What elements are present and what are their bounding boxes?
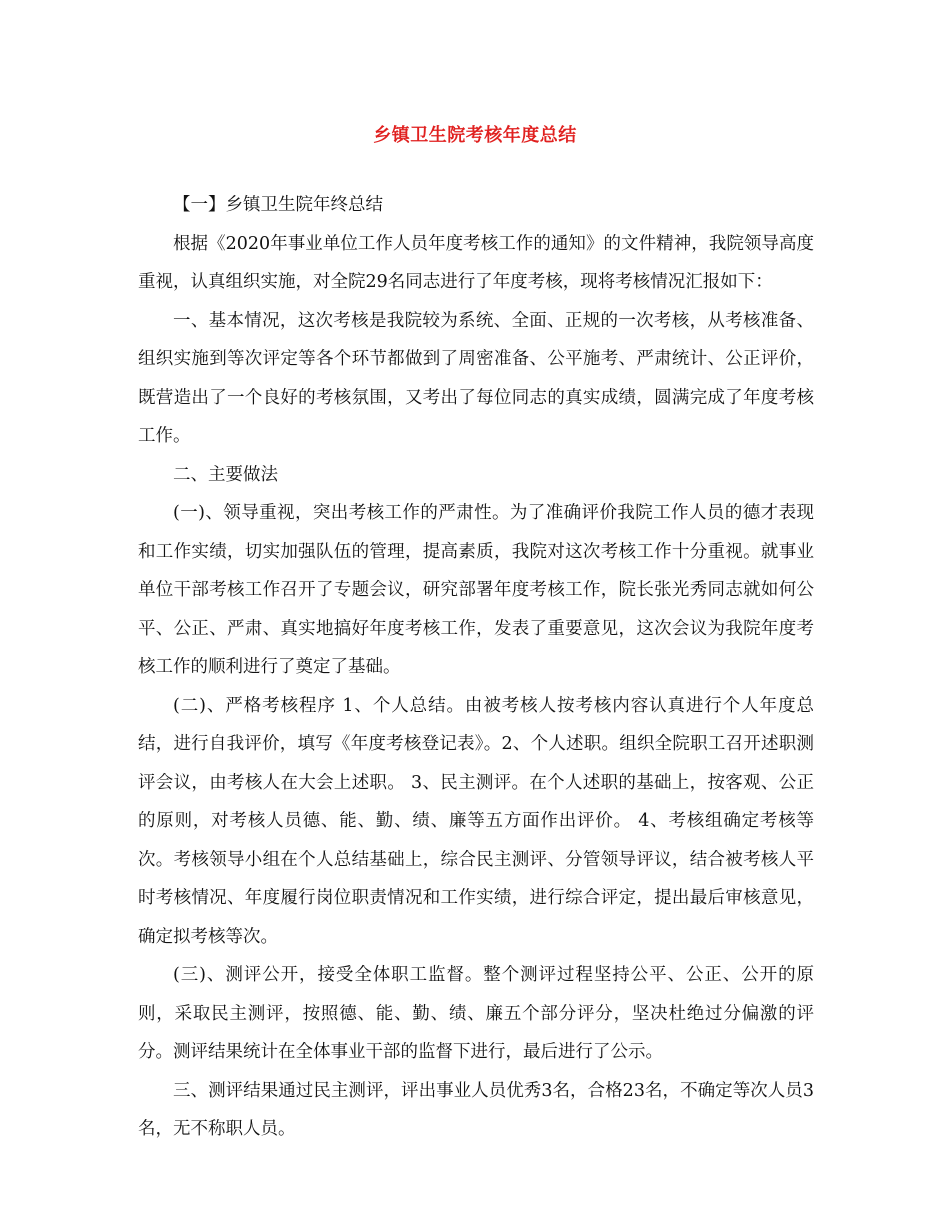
- paragraph-procedure: (二)、严格考核程序 1、个人总结。由被考核人按考核内容认真进行个人年度总结，进行自我评价，填写《年度考核登记表》。2、个人述职。组织全院职工召开述职测评会议，由考核人在大会上述职。 3、民主测评。在个人述职的基础上，按客观、公正的原则，对考核人员德、能、勤、绩、廉等五方面作出评价。 4、考核组确定考核等次。考核领导小组在个人总结基础上，综合民主测评、分管领导评议，结合被考核人平时考核情况、年度履行岗位职责情况和工作实绩，进行综合评定，提出最后审核意见，确定拟考核等次。: [138, 695, 814, 947]
- paragraph-intro: 根据《2020年事业单位工作人员年度考核工作的通知》的文件精神，我院领导高度重视，认真组织实施，对全院29名同志进行了年度考核，现将考核情况汇报如下：: [138, 233, 814, 292]
- paragraph-public-evaluation: (三)、测评公开，接受全体职工监督。整个测评过程坚持公平、公正、公开的原则，采取民主测评，按照德、能、勤、绩、廉五个部分评分，坚决杜绝过分偏激的评分。测评结果统计在全体事业干部的监督下进行，最后进行了公示。: [138, 965, 814, 1062]
- paragraph-results: 三、测评结果通过民主测评，评出事业人员优秀3名，合格23名，不确定等次人员3名，无不称职人员。: [138, 1080, 814, 1139]
- paragraph-basic-situation: 一、基本情况，这次考核是我院较为系统、全面、正规的一次考核，从考核准备、组织实施到等次评定等各个环节都做到了周密准备、公平施考、严肃统计、公正评价，既营造出了一个良好的考核氛围，又考出了每位同志的真实成绩，圆满完成了年度考核工作。: [138, 310, 814, 446]
- document-body: [138, 186, 814, 1149]
- document-title: 乡镇卫生院考核年度总结: [373, 125, 577, 146]
- paragraph-main-methods-heading: 二、主要做法: [173, 464, 278, 485]
- section-heading: 【一】乡镇卫生院年终总结: [173, 195, 383, 215]
- paragraph-leadership: (一)、领导重视，突出考核工作的严肃性。为了准确评价我院工作人员的德才表现和工作实绩，切实加强队伍的管理，提高素质，我院对这次考核工作十分重视。就事业单位干部考核工作召开了专题会议，研究部署年度考核工作，院长张光秀同志就如何公平、公正、严肃、真实地搞好年度考核工作，发表了重要意见，这次会议为我院年度考核工作的顺利进行了奠定了基础。: [138, 503, 814, 677]
